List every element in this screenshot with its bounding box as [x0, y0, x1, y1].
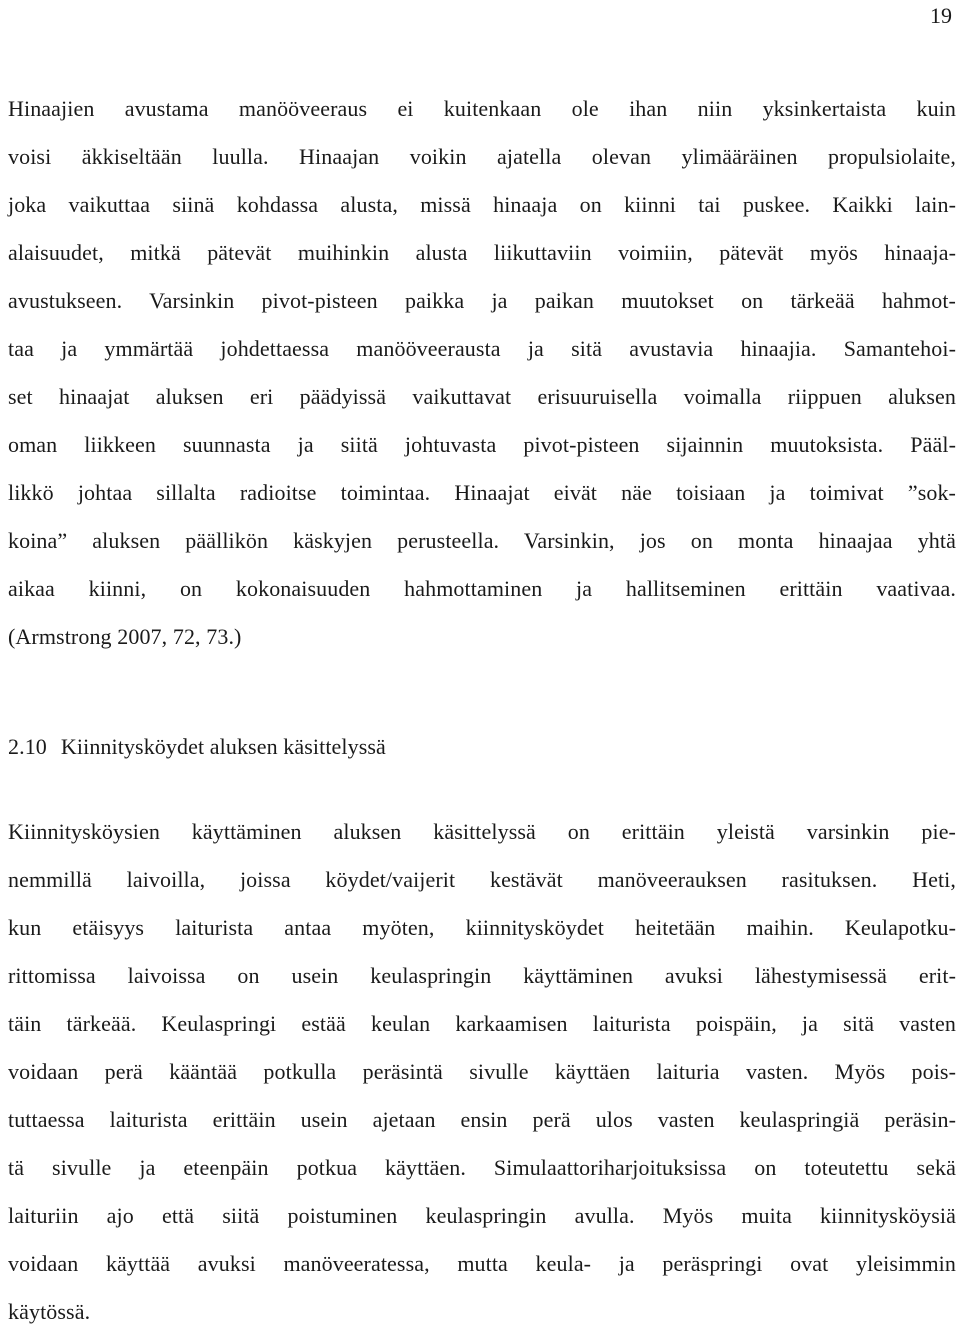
section-number: 2.10: [8, 734, 47, 759]
text-line: oman liikkeen suunnasta ja siitä johtuvasta pivot-pisteen sijainnin muutoksista. Pääl-: [8, 432, 956, 457]
text-line: rittomissa laivoissa on usein keulaspringin käyttäminen avuksi lähestymisessä erit-: [8, 963, 956, 988]
text-line: täin tärkeää. Keulaspringi estää keulan karkaamisen laiturista poispäin, ja sitä vasten: [8, 1011, 956, 1036]
text-line: taa ja ymmärtää johdettaessa manööveerausta ja sitä avustavia hinaajia. Samantehoi-: [8, 336, 956, 361]
body-paragraph-1: [8, 85, 956, 661]
text-line: voidaan käyttää avuksi manöveeratessa, mutta keula- ja peräspringi ovat yleisimmin: [8, 1251, 956, 1276]
text-line: avustukseen. Varsinkin pivot-pisteen paikka ja paikan muutokset on tärkeää hahmot-: [8, 288, 956, 313]
text-line: alaisuudet, mitkä pätevät muihinkin alusta liikuttaviin voimiin, pätevät myös hinaaja-: [8, 240, 956, 265]
body-paragraph-2: [8, 808, 956, 1336]
text-line: joka vaikuttaa siinä kohdassa alusta, missä hinaaja on kiinni tai puskee. Kaikki lain-: [8, 192, 956, 217]
text-line: tä sivulle ja eteenpäin potkua käyttäen. Simulaattoriharjoituksissa on toteutettu sekä: [8, 1155, 956, 1180]
text-line: nemmillä laivoilla, joissa köydet/vaijerit kestävät manöveerauksen rasituksen. Heti,: [8, 867, 956, 892]
text-line: laituriin ajo että siitä poistuminen keulaspringin avulla. Myös muita kiinnitysköysiä: [8, 1203, 956, 1228]
text-line: set hinaajat aluksen eri päädyissä vaikuttavat erisuuruisella voimalla riippuen aluksen: [8, 384, 956, 409]
text-line: tuttaessa laiturista erittäin usein ajetaan ensin perä ulos vasten keulaspringiä peräsin-: [8, 1107, 956, 1132]
text-line: koina” aluksen päällikön käskyjen perusteella. Varsinkin, jos on monta hinaajaa yhtä: [8, 528, 956, 553]
page-number: 19: [930, 3, 952, 28]
text-line: voidaan perä kääntää potkulla peräsintä sivulle käyttäen laituria vasten. Myös pois-: [8, 1059, 956, 1084]
text-line: voisi äkkiseltään luulla. Hinaajan voikin ajatella olevan ylimääräinen propulsiolaite,: [8, 144, 956, 169]
text-line: Hinaajien avustama manööveeraus ei kuitenkaan ole ihan niin yksinkertaista kuin: [8, 96, 956, 121]
text-line: aikaa kiinni, on kokonaisuuden hahmottaminen ja hallitseminen erittäin vaativaa.: [8, 576, 956, 601]
text-line: Kiinnitysköysien käyttäminen aluksen käsittelyssä on erittäin yleistä varsinkin pie-: [8, 819, 956, 844]
text-line: kun etäisyys laiturista antaa myöten, kiinnitysköydet heitetään maihin. Keulapotku-: [8, 915, 956, 940]
text-line: likkö johtaa sillalta radioitse toimintaa. Hinaajat eivät näe toisiaan ja toimivat ”sok-: [8, 480, 956, 505]
text-line: käytössä.: [8, 1299, 91, 1324]
section-heading: [8, 723, 956, 771]
text-line-citation: (Armstrong 2007, 72, 73.): [8, 624, 242, 649]
section-title: Kiinnitysköydet aluksen käsittelyssä: [60, 734, 386, 759]
